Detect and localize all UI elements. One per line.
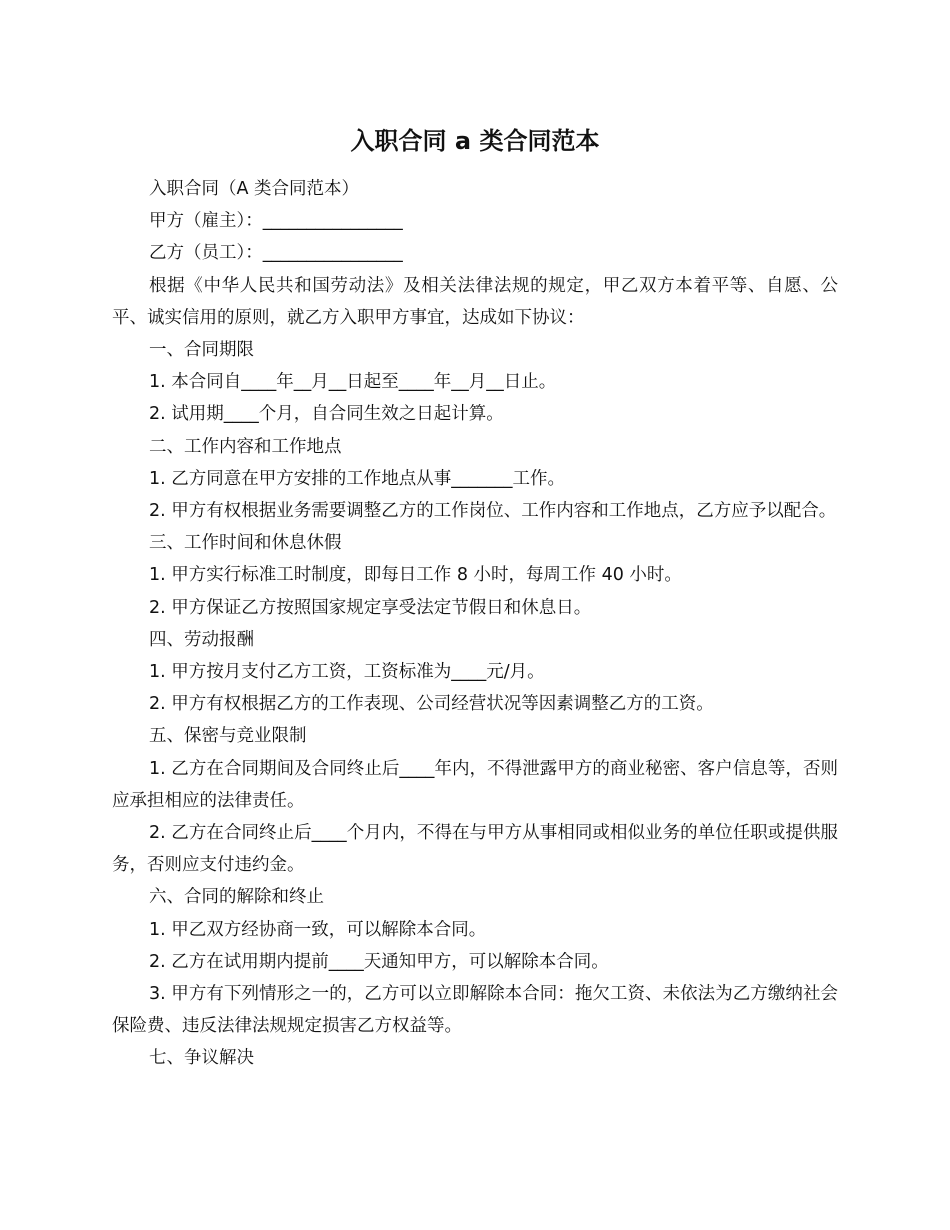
clause: 1. 甲方实行标准工时制度，即每日工作 8 小时，每周工作 40 小时。	[149, 565, 682, 586]
party-a-line: 甲方（雇主）：________________	[149, 211, 403, 232]
document-body	[112, 173, 838, 1075]
clause: 1. 本合同自____年__月__日起至____年__月__日止。	[149, 372, 557, 393]
party-b-line: 乙方（员工）：________________	[149, 243, 403, 264]
clause: 2. 甲方有权根据业务需要调整乙方的工作岗位、工作内容和工作地点，乙方应予以配合。	[149, 501, 837, 522]
preamble-paragraph: 根据《中华人民共和国劳动法》及相关法律法规的规定，甲乙双方本着平等、自愿、公平、诚实信用的原则，就乙方入职甲方事宜，达成如下协议：	[112, 275, 838, 328]
section-heading: 三、工作时间和休息休假	[149, 533, 342, 554]
clause: 2. 甲方保证乙方按照国家规定享受法定节假日和休息日。	[149, 597, 592, 618]
section-heading: 二、工作内容和工作地点	[149, 436, 342, 457]
clause: 2. 乙方在试用期内提前____天通知甲方，可以解除本合同。	[149, 951, 609, 972]
section-heading: 六、合同的解除和终止	[149, 887, 324, 908]
section-heading: 七、争议解决	[149, 1048, 254, 1069]
section-heading: 四、劳动报酬	[149, 629, 254, 650]
document-title: 入职合同 a 类合同范本	[350, 127, 600, 155]
clause: 1. 乙方在合同期间及合同终止后____年内，不得泄露甲方的商业秘密、客户信息等，否则应承担相应的法律责任。	[112, 758, 838, 811]
clause: 1. 甲乙双方经协商一致，可以解除本合同。	[149, 919, 487, 940]
section-heading: 五、保密与竞业限制	[149, 726, 307, 747]
clause: 2. 甲方有权根据乙方的工作表现、公司经营状况等因素调整乙方的工资。	[149, 694, 714, 715]
clause: 2. 试用期____个月，自合同生效之日起计算。	[149, 404, 504, 425]
section-heading: 一、合同期限	[149, 340, 254, 361]
clause: 1. 甲方按月支付乙方工资，工资标准为____元/月。	[149, 662, 545, 683]
clause: 3. 甲方有下列情形之一的，乙方可以立即解除本合同：拖欠工资、未依法为乙方缴纳社会保险费、违反法律法规规定损害乙方权益等。	[112, 984, 838, 1037]
clause: 1. 乙方同意在甲方安排的工作地点从事_______工作。	[149, 468, 566, 489]
clause: 2. 乙方在合同终止后____个月内，不得在与甲方从事相同或相似业务的单位任职或提供服务，否则应支付违约金。	[112, 823, 838, 876]
contract-subtitle: 入职合同（A 类合同范本）	[149, 179, 360, 199]
